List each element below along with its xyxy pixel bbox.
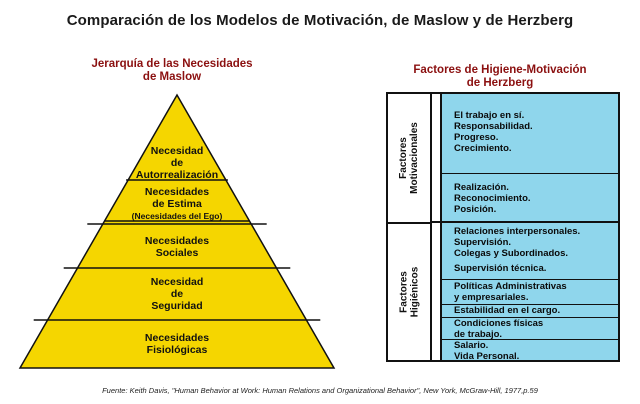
level-text: Necesidad [150, 276, 204, 288]
category-motivacionales [388, 94, 430, 222]
factor-item: Responsabilidad. [454, 121, 533, 132]
factor-item: Colegas y Subordinados. [454, 248, 569, 259]
category-label [398, 122, 420, 194]
pyramid-level-sociales [97, 235, 257, 259]
page-title: Comparación de los Modelos de Motivación, de Maslow y de Herzberg [66, 12, 574, 29]
level-text: Sociales [155, 247, 199, 259]
factor-group [442, 280, 618, 305]
pyramid-level-fisiologicas [97, 332, 257, 356]
factor-item: Posición. [454, 204, 497, 215]
maslow-heading-line2: de Maslow [142, 71, 202, 83]
factor-group [442, 174, 618, 222]
level-text: Autorrealización [135, 169, 219, 181]
factor-item: El trabajo en sí. [454, 110, 525, 121]
level-text: de [170, 157, 184, 169]
level-note: (Necesidades del Ego) [131, 211, 223, 221]
factor-item: Progreso. [454, 132, 499, 143]
source-footnote: Fuente: Keith Davis, "Human Behavior at Work: Human Relations and Organizational Behavior", New York, McGraw-Hill, 1977,p.59 [102, 386, 538, 395]
factor-item: Realización. [454, 182, 509, 193]
factor-item: Relaciones interpersonales. [454, 226, 581, 237]
category-label-line: Motivacionales [409, 122, 421, 194]
category-higienicos [388, 224, 430, 360]
pyramid-shape [20, 95, 334, 368]
pyramid-level-seguridad [97, 276, 257, 312]
table-stripe [432, 94, 442, 360]
level-text: de [170, 288, 184, 300]
factor-group [442, 318, 618, 340]
level-text: Necesidades [144, 332, 210, 344]
level-text: de Estima [152, 198, 202, 210]
factor-item: y empresariales. [454, 292, 529, 303]
category-column [388, 94, 432, 360]
maslow-heading-line1: Jerarquía de las Necesidades [91, 58, 253, 70]
factor-item: Vida Personal. [454, 351, 520, 362]
pyramid-level-autorrealizacion [117, 145, 237, 181]
factor-item: Supervisión. [454, 237, 512, 248]
level-text: Seguridad [151, 300, 203, 312]
factor-item: Condiciones físicas [454, 318, 544, 329]
factor-group [442, 340, 618, 360]
category-label [398, 267, 420, 318]
factor-item: Supervisión técnica. [454, 263, 547, 274]
herzberg-heading [380, 64, 620, 90]
factor-group [442, 94, 618, 174]
factor-item: Salario. [454, 340, 489, 351]
category-label-line: Factores [398, 271, 410, 313]
factor-group [442, 223, 618, 280]
level-text: Necesidad [150, 145, 204, 157]
category-label-line: Factores [398, 137, 410, 179]
category-label-line: Higiénicos [409, 266, 421, 318]
herzberg-heading-line1: Factores de Higiene-Motivación [413, 64, 587, 76]
level-text: Necesidades [144, 235, 210, 247]
level-text: Fisiológicas [146, 344, 208, 356]
factor-item: Crecimiento. [454, 143, 512, 154]
herzberg-table [386, 92, 620, 362]
pyramid-level-estima [97, 186, 257, 222]
factor-item: Reconocimiento. [454, 193, 531, 204]
factor-item: de trabajo. [454, 329, 503, 340]
factor-item: Políticas Administrativas [454, 281, 567, 292]
herzberg-heading-line2: de Herzberg [466, 77, 534, 89]
factor-group [442, 305, 618, 318]
factor-item: Estabilidad en el cargo. [454, 305, 561, 316]
level-text: Necesidades [144, 186, 210, 198]
